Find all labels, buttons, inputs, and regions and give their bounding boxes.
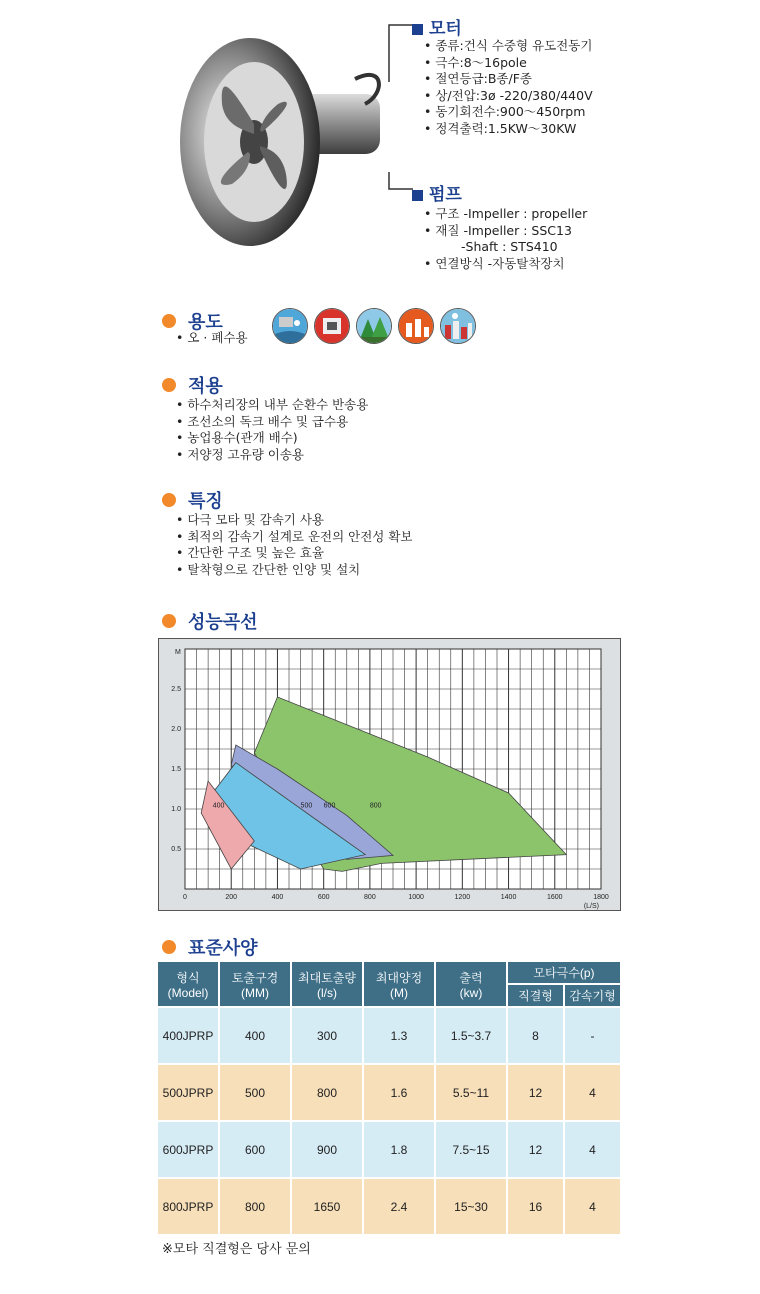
- spec-note: ※모타 직결형은 당사 문의: [162, 1242, 311, 1257]
- table-cell: 1.5~3.7: [436, 1008, 506, 1063]
- table-cell: 500JPRP: [158, 1065, 218, 1120]
- table-row: [158, 1122, 620, 1177]
- list-item: • 간단한 구조 및 높은 효율: [176, 545, 324, 560]
- application-list: [176, 397, 368, 463]
- header-label: (Model): [167, 985, 209, 1000]
- header-label: 최대양정: [375, 970, 423, 985]
- list-item: • 재질 -Impeller : SSC13: [424, 222, 572, 238]
- list-item: • 탈착형으로 간단한 인양 및 설치: [176, 561, 361, 577]
- application-heading: [162, 372, 223, 398]
- forest-icon: [356, 308, 392, 344]
- header-label: 출력: [459, 970, 483, 985]
- table-cell: 1650: [292, 1179, 362, 1234]
- header-flow: [292, 962, 362, 1006]
- pump-title: 펌프: [429, 185, 462, 205]
- header-gear: 감속기형: [565, 985, 620, 1006]
- list-item: • 절연등급:B종/F종: [424, 71, 532, 86]
- features-title: 특징: [188, 491, 223, 512]
- list-item: • 다극 모타 및 감속기 사용: [176, 512, 324, 527]
- table-cell: 4: [565, 1179, 620, 1234]
- list-item: • 조선소의 독크 배수 및 급수용: [176, 413, 349, 429]
- table-cell: 400: [220, 1008, 290, 1063]
- y-axis-label: M: [175, 649, 181, 656]
- table-cell: 600JPRP: [158, 1122, 218, 1177]
- square-bullet-icon: [412, 190, 423, 201]
- series-label-500: 500: [300, 802, 313, 810]
- x-axis-unit: (L/S): [583, 903, 599, 910]
- x-tick-label: 1200: [454, 894, 471, 901]
- motor-spec-list: [424, 38, 593, 137]
- orange-dot-icon: [162, 940, 176, 954]
- table-cell: 900: [292, 1122, 362, 1177]
- list-item: • 상/전압:3ø -220/380/440V: [424, 87, 593, 103]
- table-cell: 8: [508, 1008, 563, 1063]
- header-direct: 직결형: [508, 985, 563, 1006]
- series-label-600: 600: [323, 802, 336, 810]
- table-cell: 4: [565, 1122, 620, 1177]
- list-item: • 정격출력:1.5KW～30KW: [424, 120, 577, 136]
- header-power: [436, 962, 506, 1006]
- table-cell: 2.4: [364, 1179, 434, 1234]
- list-item: -Shaft : STS410: [461, 239, 558, 254]
- table-cell: 1.3: [364, 1008, 434, 1063]
- x-tick-label: 0: [183, 894, 187, 901]
- x-tick-label: 1800: [593, 894, 609, 901]
- curve-title: 성능곡선: [188, 612, 258, 633]
- header-label: (MM): [241, 985, 269, 1000]
- pump-spec-list: [424, 206, 587, 272]
- header-model: [158, 962, 218, 1006]
- y-tick-label: 1.5: [171, 766, 181, 773]
- features-list: [176, 512, 413, 578]
- table-cell: 800JPRP: [158, 1179, 218, 1234]
- curve-heading: [162, 608, 258, 634]
- table-cell: -: [565, 1008, 620, 1063]
- header-poles: 모타극수(p): [508, 962, 620, 983]
- table-row: [158, 1065, 620, 1120]
- list-item: • 구조 -Impeller : propeller: [424, 206, 588, 221]
- header-diameter: [220, 962, 290, 1006]
- water-outflow-icon: [272, 308, 308, 344]
- orange-dot-icon: [162, 493, 176, 507]
- list-item: • 하수처리장의 내부 순환수 반송용: [176, 397, 369, 412]
- table-cell: 7.5~15: [436, 1122, 506, 1177]
- list-item: • 오 · 폐수용: [176, 330, 248, 345]
- orange-dot-icon: [162, 614, 176, 628]
- table-cell: 4: [565, 1065, 620, 1120]
- x-tick-label: 400: [271, 894, 284, 901]
- usage-icons: [272, 308, 476, 344]
- table-row: [158, 1179, 620, 1234]
- city-pollution-icon: [440, 308, 476, 344]
- performance-chart-svg: [159, 639, 620, 910]
- usage-list: [176, 330, 248, 347]
- x-tick-label: 1600: [546, 894, 563, 901]
- table-cell: 5.5~11: [436, 1065, 506, 1120]
- list-item: • 종류:건식 수중형 유도전동기: [424, 38, 593, 53]
- header-head: [364, 962, 434, 1006]
- x-tick-label: 800: [364, 894, 376, 901]
- table-cell: 600: [220, 1122, 290, 1177]
- features-heading: [162, 487, 223, 513]
- table-cell: 400JPRP: [158, 1008, 218, 1063]
- table-row: [158, 1008, 620, 1063]
- table-cell: 800: [292, 1065, 362, 1120]
- y-tick-label: 2.5: [171, 686, 181, 693]
- motor-section: [412, 14, 462, 39]
- table-cell: 1.6: [364, 1065, 434, 1120]
- table-cell: 12: [508, 1065, 563, 1120]
- table-cell: 15~30: [436, 1179, 506, 1234]
- performance-chart: [158, 638, 621, 911]
- connector-lines: [375, 22, 415, 202]
- industrial-plant-icon: [398, 308, 434, 344]
- factory-drain-icon: [314, 308, 350, 344]
- header-label: (kw): [459, 985, 483, 1000]
- table-cell: 500: [220, 1065, 290, 1120]
- usage-title: 용도: [188, 312, 223, 333]
- list-item: • 동기회전수:900～450rpm: [424, 104, 586, 119]
- y-tick-label: 2.0: [171, 726, 181, 733]
- header-label: 최대토출량: [298, 970, 356, 985]
- table-cell: 800: [220, 1179, 290, 1234]
- square-bullet-icon: [412, 24, 423, 35]
- spec-title: 표준사양: [188, 938, 258, 959]
- x-tick-label: 1400: [500, 894, 517, 901]
- table-cell: 1.8: [364, 1122, 434, 1177]
- orange-dot-icon: [162, 378, 176, 392]
- y-tick-label: 0.5: [171, 846, 181, 853]
- table-cell: 300: [292, 1008, 362, 1063]
- pump-product-image: [170, 24, 390, 249]
- y-tick-label: 1.0: [171, 806, 181, 813]
- header-label: 토출구경: [231, 970, 279, 985]
- series-label-800: 800: [369, 802, 382, 810]
- list-item: • 연결방식 -자동탈착장치: [424, 255, 565, 271]
- pump-section: [412, 180, 462, 205]
- x-tick-label: 600: [317, 894, 330, 901]
- spec-heading: [162, 934, 258, 960]
- list-item: • 저양정 고유량 이송용: [176, 446, 304, 462]
- list-item: • 극수:8～16pole: [424, 54, 527, 70]
- table-cell: 12: [508, 1122, 563, 1177]
- x-tick-label: 200: [225, 894, 238, 901]
- list-item: • 최적의 감속기 설계로 운전의 안전성 확보: [176, 528, 413, 544]
- motor-title: 모터: [429, 19, 462, 39]
- table-cell: 16: [508, 1179, 563, 1234]
- application-title: 적용: [188, 376, 223, 397]
- series-label-400: 400: [212, 802, 225, 810]
- orange-dot-icon: [162, 314, 176, 328]
- x-tick-label: 1000: [408, 894, 424, 901]
- list-item: • 농업용수(관개 배수): [176, 430, 298, 445]
- header-label: (M): [390, 985, 408, 1000]
- header-label: (l/s): [317, 985, 337, 1000]
- spec-table-wrap: [156, 960, 622, 1236]
- header-label: 형식: [176, 970, 200, 985]
- spec-table: [156, 960, 622, 1236]
